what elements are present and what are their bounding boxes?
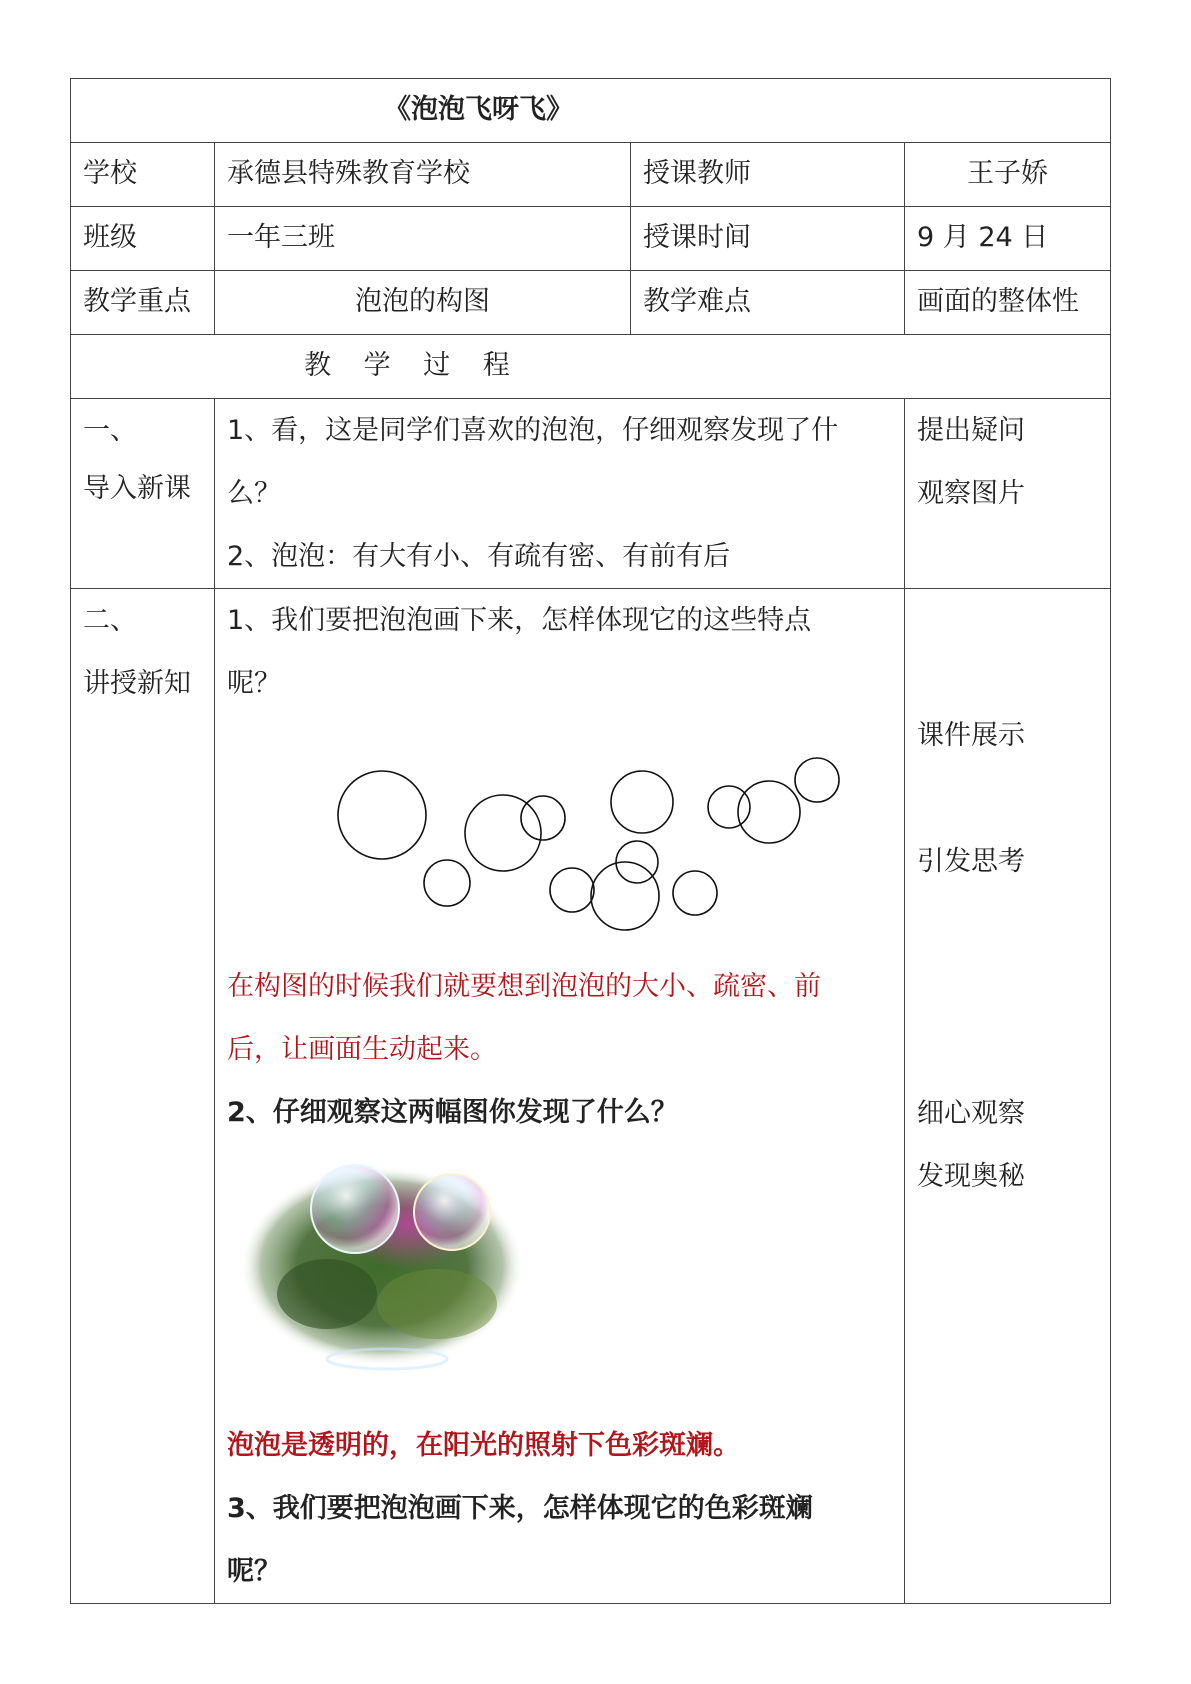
section1-line2: 么？ — [227, 478, 281, 509]
focus-value: 泡泡的构图 — [215, 271, 631, 335]
section1-note1: 提出疑问 — [917, 415, 1025, 446]
section2-red1-line1: 在构图的时候我们就要想到泡泡的大小、疏密、前 — [227, 971, 821, 1002]
bubble-photo — [237, 1154, 527, 1374]
teacher-value: 王子娇 — [905, 143, 1111, 207]
bubble-circle — [673, 871, 717, 915]
section1-num: 一、 — [83, 415, 137, 446]
bubble-circle — [521, 796, 565, 840]
section2-q3-line1: 3、我们要把泡泡画下来，怎样体现它的色彩斑斓 — [227, 1493, 813, 1524]
section2-row — [71, 589, 1111, 1604]
section2-note4: 发现奥秘 — [917, 1161, 1025, 1192]
section1-name: 导入新课 — [83, 473, 191, 504]
process-row — [71, 335, 1111, 399]
difficulty-value: 画面的整体性 — [905, 271, 1111, 335]
focus-row — [71, 271, 1111, 335]
bubble-circle — [795, 758, 839, 802]
section2-q3-line2: 呢？ — [227, 1556, 281, 1587]
section2-q1-line1: 1、我们要把泡泡画下来，怎样体现它的这些特点 — [227, 605, 812, 636]
section2-note2: 引发思考 — [917, 846, 1025, 877]
section2-note3: 细心观察 — [917, 1098, 1025, 1129]
section2-heading — [71, 589, 215, 1604]
teacher-label: 授课教师 — [631, 143, 905, 207]
section1-notes — [905, 399, 1111, 589]
time-value: 9 月 24 日 — [905, 207, 1111, 271]
bubble-circle — [550, 868, 594, 912]
class-label: 班级 — [71, 207, 215, 271]
bubble-circle — [708, 786, 750, 828]
difficulty-label: 教学难点 — [631, 271, 905, 335]
bubble-circle — [591, 862, 659, 930]
lesson-title: 《泡泡飞呀飞》 — [71, 79, 1111, 143]
section1-heading — [71, 399, 215, 589]
school-label: 学校 — [71, 143, 215, 207]
section1-line1: 1、看，这是同学们喜欢的泡泡，仔细观察发现了什 — [227, 415, 839, 446]
bubble-circle — [338, 771, 426, 859]
section2-num: 二、 — [83, 605, 137, 636]
section2-q1-line2: 呢？ — [227, 668, 281, 699]
time-label: 授课时间 — [631, 207, 905, 271]
bubble-circle — [611, 771, 673, 833]
process-label: 教 学 过 程 — [71, 335, 1111, 399]
section2-red2: 泡泡是透明的，在阳光的照射下色彩斑斓。 — [227, 1430, 740, 1461]
section2-content — [215, 589, 905, 1604]
section2-q2: 2、仔细观察这两幅图你发现了什么？ — [227, 1097, 678, 1128]
school-row — [71, 143, 1111, 207]
class-row — [71, 207, 1111, 271]
section1-line3: 2、泡泡：有大有小、有疏有密、有前有后 — [227, 541, 731, 572]
class-value: 一年三班 — [215, 207, 631, 271]
section1-note2: 观察图片 — [917, 478, 1025, 509]
section2-note1: 课件展示 — [917, 720, 1025, 751]
lesson-plan-table — [70, 78, 1111, 1604]
bubble-circle — [465, 795, 541, 871]
bubble-circle — [738, 781, 800, 843]
section2-red1-line2: 后，让画面生动起来。 — [227, 1034, 497, 1065]
section1-row — [71, 399, 1111, 589]
section1-content — [215, 399, 905, 589]
title-row — [71, 79, 1111, 143]
focus-label: 教学重点 — [71, 271, 215, 335]
bubble-photo-image — [237, 1154, 527, 1374]
bubble-circle — [424, 860, 470, 906]
school-value: 承德县特殊教育学校 — [215, 143, 631, 207]
section2-notes — [905, 589, 1111, 1604]
bubble-outline-drawing — [287, 735, 847, 945]
section2-name: 讲授新知 — [83, 668, 191, 699]
